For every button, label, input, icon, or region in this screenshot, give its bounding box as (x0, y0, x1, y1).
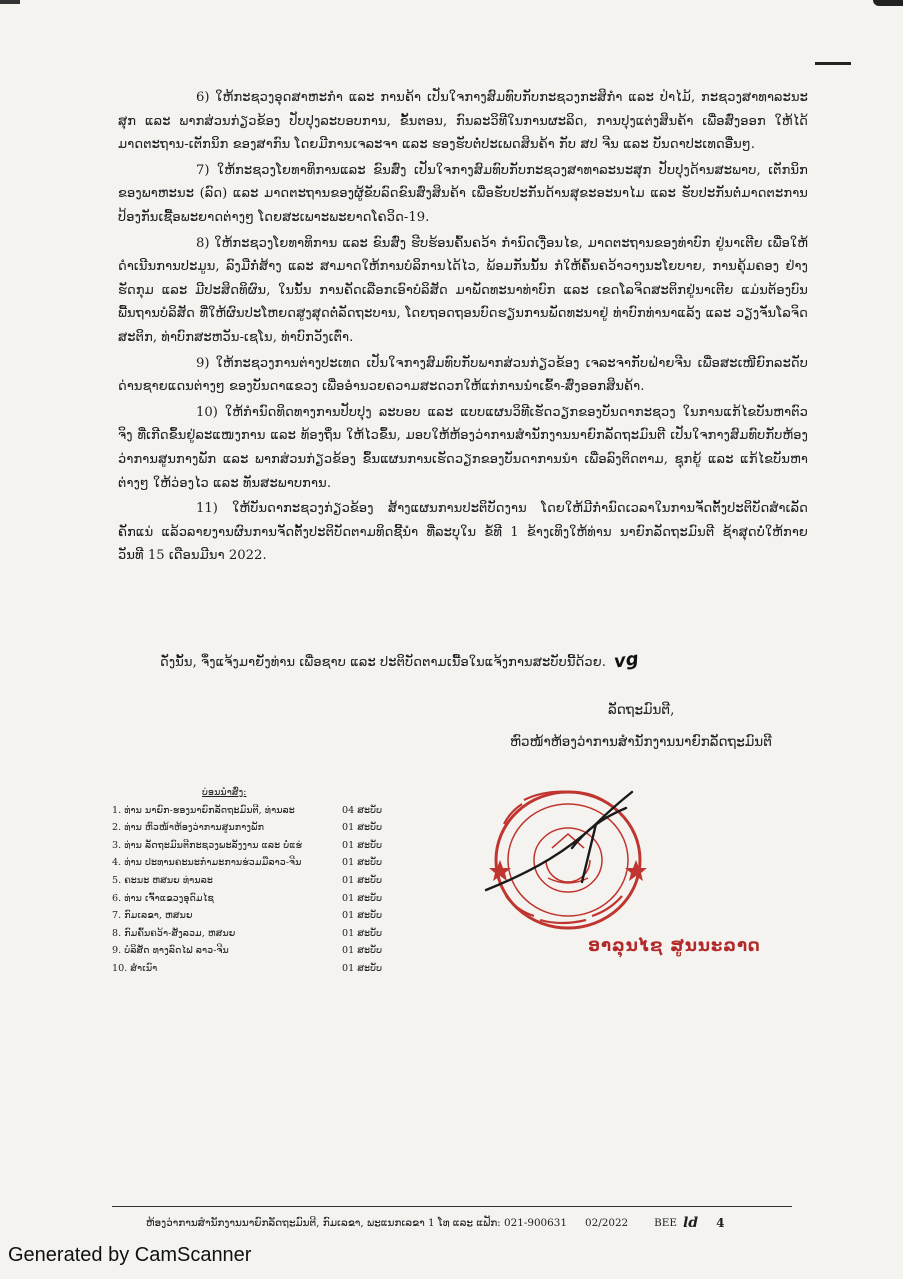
recipient-name: 8. ກົມຄົ້ນຄວ້າ-ສັງລວມ, ຫສນຍ (112, 927, 236, 939)
copy-count: 01 ສະບັບ (342, 874, 383, 886)
edge-mark-right (873, 0, 903, 6)
list-item (112, 837, 382, 855)
copy-count: 01 ສະບັບ (342, 910, 383, 922)
paragraph-10: 10) ໃຫ້ກຳນົດທິດທາງການປັບປຸງ ລະບອບ ແລະ ແບບແຜນວິທີເຮັດວຽກຂອງບັນດາກະຊວງ ໃນການແກ້ໄຂບັນຫາຕົວຈິງ ທີ່ເກີດຂຶ້ນຢູ່ລະແໜງການ ແລະ ທ້ອງຖິ່ນ ໃຫ້ໄວຂຶ້ນ, ມອບໃຫ້ຫ້ອງວ່າການສຳນັກງານນາຍົກລັດຖະມົນຕີ ເປັນໃຈກາງສົມທົບກັບຫ້ອງວ່າການສູນກາງພັກ ແລະ ພາກສ່ວນກ່ຽວຂ້ອງ ຂຶ້ນແຜນການເຮັດວຽກຂອງບັນດາການນຳ ເພື່ອລົງຕິດຕາມ, ຊຸກຍູ້ ແລະ ແກ້ໄຂບັນຫາຕ່າງໆ ໃຫ້ວ່ອງໄວ ແລະ ທັນສະພາບການ. (118, 404, 808, 491)
paragraph-8: 8) ໃຫ້ກະຊວງໂຍທາທິການ ແລະ ຂົນສົ່ງ ຮີບຮ້ອນຄົ້ນຄວ້າ ກຳນົດເງື່ອນໄຂ, ມາດຕະຖານຂອງທ່າບົກ ຢູ່ນາເຕີຍ ເພື່ອໃຫ້ດຳເນີນການປະມູນ, ລົງມືກໍ່ສ້າງ ແລະ ສາມາດໃຫ້ການບໍລິການໄດ້ໄວ, ພ້ອມກັນນັ້ນ ກໍໃຫ້ຄົ້ນຄວ້າວາງນະໂຍບາຍ, ການຄຸ້ມຄອງ ຢ່າງຮັດກຸມ ແລະ ມີປະສິດທິຜົນ, ໃນນັ້ນ ການຄັດເລືອກເອົາບໍລິສັດ ມາພັດທະນາທ່າບົກ ແລະ ເຂດໂລຈິດສະຕິກຢູ່ນາເຕີຍ ແມ່ນຕ້ອງບົນພື້ນຖານບໍລິສັດ ທີ່ໃຫ້ຜົນປະໂຫຍດສູງສຸດຕໍ່ລັດຖະບານ, ໂດຍຖອດຖອນບົດຮຽນການພັດທະນາຢູ່ ທ່າບົກທ່ານາແລ້ງ ແລະ ວຽງຈັນໂລຈິດສະຕິກ, ທ່າບົກສະຫວັນ-ເຊໂນ, ທ່າບົກວັງເຕົ່າ. (118, 235, 808, 345)
copy-count: 01 ສະບັບ (342, 839, 383, 851)
paragraph-9: 9) ໃຫ້ກະຊວງການຕ່າງປະເທດ ເປັນໃຈກາງສົມທົບກັບພາກສ່ວນກ່ຽວຂ້ອງ ເຈລະຈາກັບຝ່າຍຈີນ ເພື່ອສະເໜີຍົກລະດັບດ່ານຊາຍແດນຕ່າງໆ ຂອງບັນດາແຂວງ ເພື່ອອຳນວຍຄວາມສະດວກໃຫ້ແກ່ການນຳເຂົ້າ-ສົ່ງອອກສິນຄ້າ. (118, 355, 808, 395)
copy-count: 01 ສະບັບ (342, 962, 383, 974)
distribution-heading: ບ່ອນນຳສົ່ງ: (202, 787, 247, 798)
distribution-list (112, 784, 382, 978)
document-body (118, 86, 808, 570)
footer-bee: BEE (654, 1217, 677, 1229)
recipient-name: 5. ຄະນະ ຫສນຍ ທ່ານລະ (112, 874, 213, 886)
copy-count: 01 ສະບັບ (342, 822, 383, 834)
page-number: 4 (716, 1216, 725, 1230)
footer-doc-code: 02/2022 (585, 1217, 629, 1229)
closing-text: ດັ່ງນັ້ນ, ຈຶ່ງແຈ້ງມາຍັງທ່ານ ເພື່ອຊາບ ແລະ ປະຕິບັດຕາມເນື້ອໃນແຈ້ງການສະບັບນີ້ດ້ວຍ. (160, 655, 606, 670)
recipient-name: 4. ທ່ານ ປະທານຄະນະກຳມະການຮ່ວມມືລາວ-ຈີນ (112, 857, 302, 869)
copy-count: 01 ສະບັບ (342, 927, 383, 939)
copy-count: 04 ສະບັບ (342, 804, 383, 816)
handwritten-initial: vg (612, 648, 641, 673)
official-seal (476, 778, 652, 940)
top-edge-marks (0, 0, 903, 12)
recipient-name: 9. ບໍລິສັດ ທາງລົດໄຟ ລາວ-ຈີນ (112, 945, 229, 957)
footer-divider (112, 1206, 792, 1207)
list-item (112, 802, 382, 820)
list-item (112, 925, 382, 943)
signatory-position: ຫົວໜ້າຫ້ອງວ່າການສຳນັກງານນາຍົກລັດຖະມົນຕີ (510, 734, 772, 750)
closing-line (160, 650, 780, 671)
paragraph-7: 7) ໃຫ້ກະຊວງໂຍທາທິການແລະ ຂົນສົ່ງ ເປັນໃຈກາງສົມທົບກັບກະຊວງສາທາລະນະສຸກ ປັບປຸງດ້ານສະພາບ, ເຕັກນິກ ຂອງພາຫະນະ (ລົດ) ແລະ ມາດຕະຖານຂອງຜູ້ຂັບລົດຂົນສົ່ງສິນຄ້າ ເພື່ອຮັບປະກັນດ້ານສຸຂະອະນາໄມ ແລະ ຮັບປະກັນຕໍ່ມາດຕະການປ້ອງກັນເຊື້ອພະຍາດຕ່າງໆ ໂດຍສະເພາະພະຍາດໂຄວິດ-19. (118, 162, 808, 225)
list-item (112, 890, 382, 908)
footer-address: ຫ້ອງວ່າການສຳນັກງານນາຍົກລັດຖະມົນຕີ, ກົມເລຂາ, ພະແນກເລຂາ 1 ໂທ ແລະ ແຟັກ: 021-900631 (146, 1217, 567, 1229)
paragraph-6: 6) ໃຫ້ກະຊວງອຸດສາຫະກຳ ແລະ ການຄ້າ ເປັນໃຈກາງສົມທົບກັບກະຊວງກະສິກຳ ແລະ ປ່າໄມ້, ກະຊວງສາທາລະນະສຸກ ແລະ ພາກສ່ວນກ່ຽວຂ້ອງ ປັບປຸງລະບອບການ, ຂັ້ນຕອນ, ກົນລະວິທີໃນການຜະລິດ, ການປຸງແຕ່ງສິນຄ້າ ເພື່ອສົ່ງອອກ ໃຫ້ໄດ້ມາດຕະຖານ-ເຕັກນິກ ຂອງສາກົນ ໂດຍມີການເຈລະຈາ ແລະ ຮອງຮັບຕໍ່ປະເພດສິນຄ້າ ກັບ ສປ ຈີນ ແລະ ບັນດາປະເທດອື່ນໆ. (118, 90, 808, 153)
seal-stamp (489, 792, 647, 928)
recipient-name: 2. ທ່ານ ຫົວໜ້າຫ້ອງວ່າການສູນກາງພັກ (112, 822, 265, 834)
scanner-watermark: Generated by CamScanner (8, 1244, 252, 1266)
footer-initials: ld (682, 1215, 699, 1231)
recipient-name: 1. ທ່ານ ນາຍົກ-ຮອງນາຍົກລັດຖະມົນຕີ, ທ່ານລະ (112, 804, 295, 816)
list-item (112, 854, 382, 872)
list-item (112, 960, 382, 978)
copy-count: 01 ສະບັບ (342, 857, 383, 869)
copy-count: 01 ສະບັບ (342, 945, 383, 957)
signatory-name: ອາລຸນໄຊ ສູນນະລາດ (588, 936, 761, 955)
list-item (112, 907, 382, 925)
margin-dash-mark (815, 62, 851, 65)
signatory-title: ລັດຖະມົນຕີ, (608, 702, 675, 718)
list-item (112, 819, 382, 837)
paragraph-11: 11) ໃຫ້ບັນດາກະຊວງກ່ຽວຂ້ອງ ສ້າງແຜນການປະຕິບັດງານ ໂດຍໃຫ້ມີກຳນົດເວລາໃນການຈັດຕັ້ງປະຕິບັດສຳເລັດຄັກແນ່ ແລ້ວລາຍງານຜົນການຈັດຕັ້ງປະຕິບັດຕາມທິດຊີ້ນຳ ທີ່ລະບຸໃນ ຂໍ້ທີ 1 ຂ້າງເທິງໃຫ້ທ່ານ ນາຍົກລັດຖະມົນຕີ ຊ້າສຸດບໍ່ໃຫ້ກາຍ ວັນທີ 15 ເດືອນມີນາ 2022. (118, 501, 808, 564)
copy-count: 01 ສະບັບ (342, 892, 383, 904)
page-footer (146, 1215, 796, 1231)
list-item (112, 872, 382, 890)
recipient-name: 6. ທ່ານ ເຈົ້າແຂວງອຸດົມໄຊ (112, 892, 214, 904)
recipient-name: 3. ທ່ານ ລັດຖະມົນຕີກະຊວງພະລັງງານ ແລະ ບໍ່ແຮ່ (112, 839, 303, 851)
edge-mark-left (0, 0, 20, 4)
list-item (112, 942, 382, 960)
recipient-name: 7. ກົມເລຂາ, ຫສນຍ (112, 910, 193, 922)
recipient-name: 10. ສຳເນົາ (112, 962, 158, 974)
